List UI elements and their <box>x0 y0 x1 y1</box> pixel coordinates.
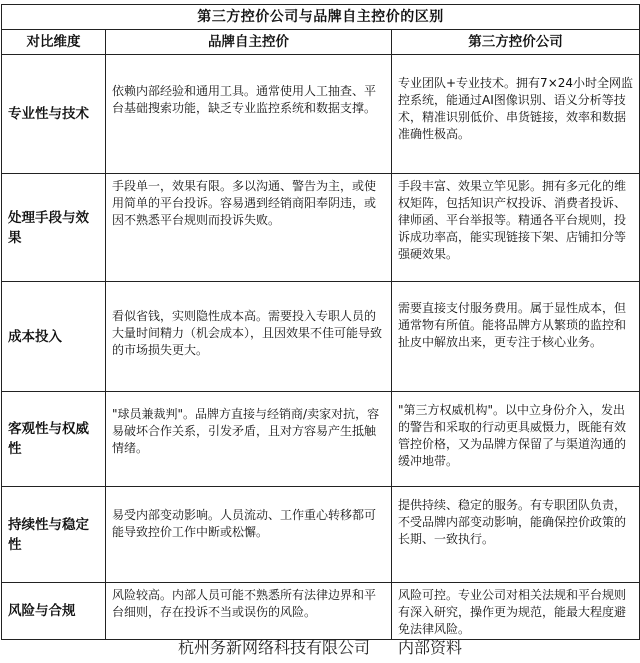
row-third-text: 风险可控。专业公司对相关法规和平台规则有深入研究，操作更为规范，能最大程度避免法律风险。 <box>398 588 627 636</box>
header-brand-control: 品牌自主控价 <box>106 30 392 55</box>
row-brand-text: 依赖内部经验和通用工具。通常使用人工抽查、平台基础搜索功能，缺乏专业监控系统和数据支撑。 <box>112 84 377 115</box>
row-third-text: "第三方权威机构"。以中立身份介入，发出的警告和采取的行动更具威慑力，既能有效管控价格，又为品牌方保留了与渠道沟通的缓冲地带。 <box>398 403 627 468</box>
table-row <box>2 174 640 282</box>
footer-company: 杭州务新网络科技有限公司 <box>177 638 370 657</box>
row-third-text: 需要直接支付服务费用。属于显性成本，但通常物有所值。能将品牌方从繁琐的监控和扯皮中解放出来，更专注于核心业务。 <box>398 301 627 349</box>
row-third-cell <box>392 487 640 583</box>
row-third-text: 手段丰富、效果立竿见影。拥有多元化的维权矩阵，包括知识产权投诉、消费者投诉、律师函、平台举报等。精通各平台规则，投诉成功率高，能实现链接下架、店铺扣分等强硬效果。 <box>398 179 627 261</box>
row-third-cell <box>392 55 640 174</box>
row-third-cell <box>392 174 640 282</box>
row-brand-cell <box>106 583 392 640</box>
table-row <box>2 282 640 392</box>
row-dimension: 专业性与技术 <box>2 55 106 174</box>
header-third-party: 第三方控价公司 <box>392 30 640 55</box>
row-third-cell <box>392 583 640 640</box>
row-brand-text: 手段单一，效果有限。多以沟通、警告为主，或使用简单的平台投诉。容易遇到经销商阳奉阴违，或因不熟悉平台规则而投诉失败。 <box>112 179 377 227</box>
row-brand-text: "球员兼裁判"。品牌方直接与经销商/卖家对抗，容易破坏合作关系，引发矛盾，且对方容易产生抵触情绪。 <box>112 407 380 455</box>
table-row <box>2 583 640 640</box>
row-brand-cell <box>106 487 392 583</box>
row-brand-cell <box>106 55 392 174</box>
row-third-cell <box>392 282 640 392</box>
row-dimension: 成本投入 <box>2 282 106 392</box>
row-dimension: 持续性与稳定性 <box>2 487 106 583</box>
row-dimension: 处理手段与效果 <box>2 174 106 282</box>
row-third-cell <box>392 392 640 487</box>
row-dimension: 风险与合规 <box>2 583 106 640</box>
table-row <box>2 55 640 174</box>
row-brand-text: 易受内部变动影响。人员流动、工作重心转移都可能导致控价工作中断或松懈。 <box>112 508 377 539</box>
row-dimension: 客观性与权威性 <box>2 392 106 487</box>
row-brand-cell <box>106 174 392 282</box>
row-third-text: 提供持续、稳定的服务。有专职团队负责，不受品牌内部变动影响，能确保控价政策的长期、一致执行。 <box>398 498 627 546</box>
row-brand-text: 看似省钱，实则隐性成本高。需要投入专职人员的大量时间精力（机会成本），且因效果不佳可能导致的市场损失更大。 <box>112 309 383 357</box>
table-row <box>2 487 640 583</box>
row-third-text: 专业团队+专业技术。拥有7×24小时全网监控系统，能通过AI图像识别、语义分析等技术，精准识别低价、串货链接，效率和数据准确性极高。 <box>398 76 634 141</box>
row-brand-cell <box>106 392 392 487</box>
table-title: 第三方控价公司与品牌自主控价的区别 <box>2 5 640 30</box>
row-brand-text: 风险较高。内部人员可能不熟悉所有法律边界和平台细则，存在投诉不当或误伤的风险。 <box>112 588 377 619</box>
footer-note: 内部资料 <box>398 638 463 657</box>
comparison-table <box>1 4 640 640</box>
row-brand-cell <box>106 282 392 392</box>
header-row <box>2 30 640 55</box>
table-row <box>2 392 640 487</box>
header-dimension: 对比维度 <box>2 30 106 55</box>
page-footer <box>0 636 640 660</box>
